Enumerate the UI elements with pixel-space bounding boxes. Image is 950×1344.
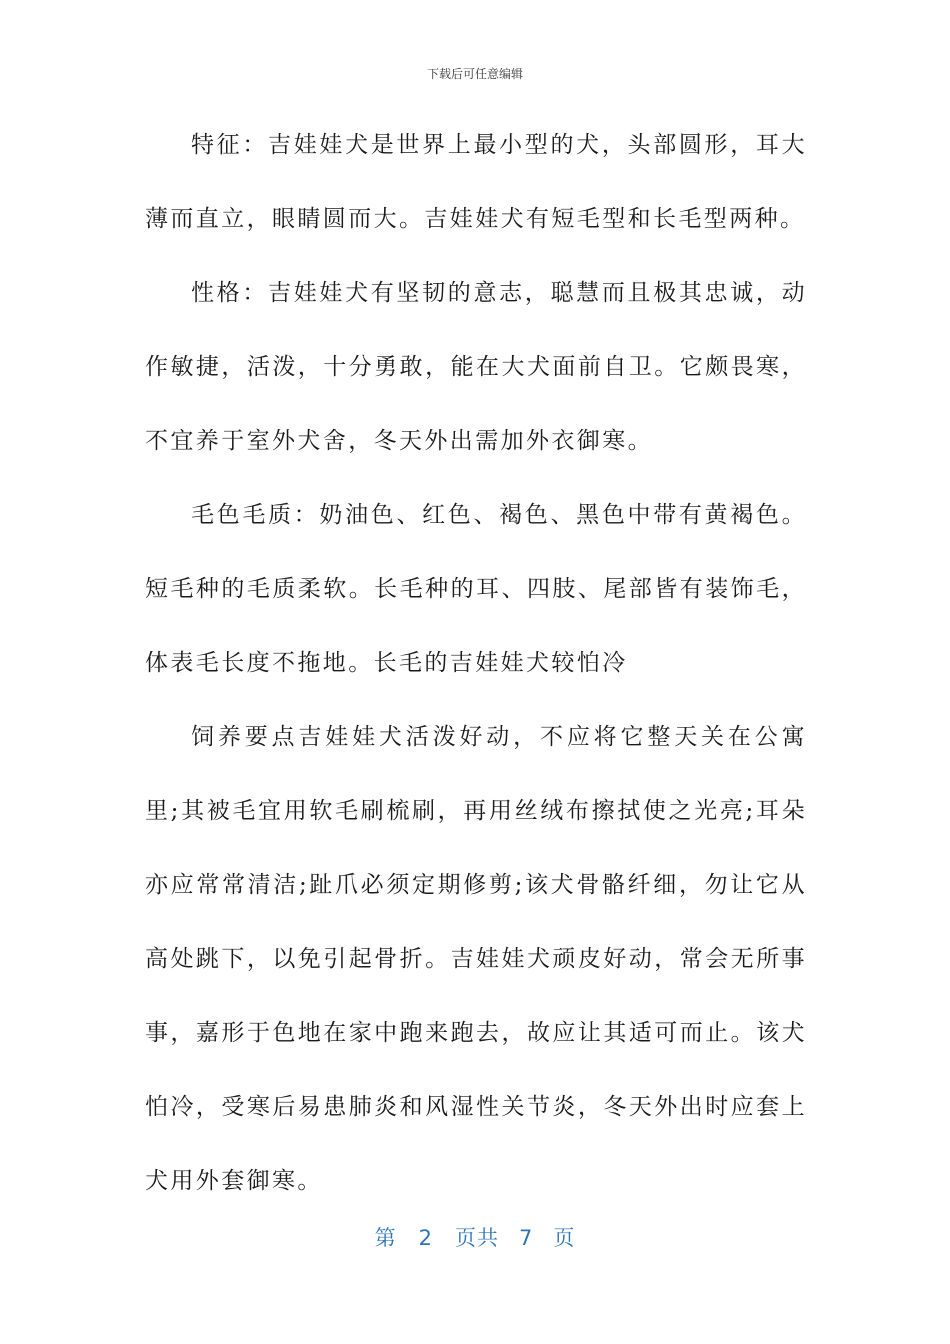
footer-middle: 页共 bbox=[455, 1226, 499, 1250]
document-body bbox=[145, 108, 807, 1218]
paragraph-features: 特征：吉娃娃犬是世界上最小型的犬，头部圆形，耳大薄而直立，眼睛圆而大。吉娃娃犬有短毛型和长毛型两种。 bbox=[145, 132, 807, 232]
paragraph-coat: 毛色毛质：奶油色、红色、褐色、黑色中带有黄褐色。短毛种的毛质柔软。长毛种的耳、四肢、尾部皆有装饰毛，体表毛长度不拖地。长毛的吉娃娃犬较怕冷 bbox=[145, 502, 807, 676]
paragraph-temperament: 性格：吉娃娃犬有坚韧的意志，聪慧而且极其忠诚，动作敏捷，活泼，十分勇敢，能在大犬面前自卫。它颇畏寒，不宜养于室外犬舍，冬天外出需加外衣御寒。 bbox=[145, 280, 807, 454]
footer-prefix: 第 bbox=[374, 1226, 397, 1250]
paragraph-care: 饲养要点吉娃娃犬活泼好动，不应将它整天关在公寓里;其被毛宜用软毛刷梳刷，再用丝绒布擦拭使之光亮;耳朵亦应常常清洁;趾爪必须定期修剪;该犬骨骼纤细，勿让它从高处跳下，以免引起骨折。吉娃娃犬顽皮好动，常会无所事事，嘉形于色地在家中跑来跑去，故应让其适可而止。该犬怕冷，受寒后易患肺炎和风湿性关节炎，冬天外出时应套上犬用外套御寒。 bbox=[145, 724, 807, 1194]
page-footer bbox=[0, 1224, 950, 1252]
total-page-number: 7 bbox=[519, 1226, 534, 1250]
footer-suffix: 页 bbox=[553, 1226, 576, 1250]
page-header: 下载后可任意编辑 bbox=[426, 67, 523, 81]
current-page-number: 2 bbox=[418, 1226, 433, 1250]
